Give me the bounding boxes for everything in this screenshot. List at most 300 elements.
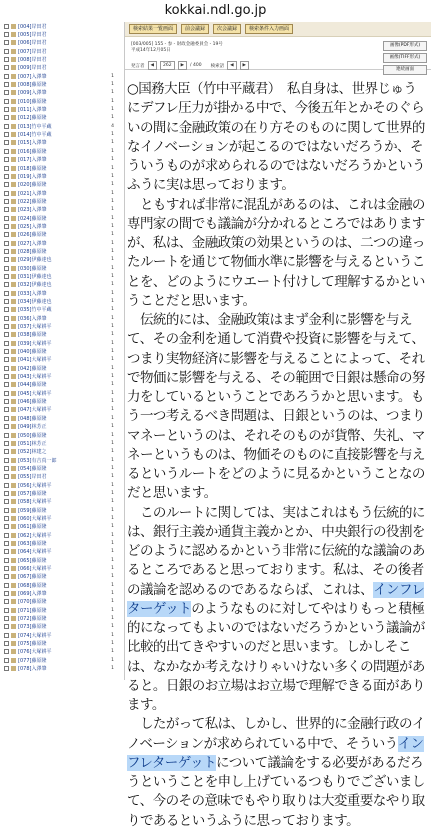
hit-count: 1 <box>111 299 114 305</box>
checkbox[interactable] <box>4 40 9 45</box>
checkbox[interactable] <box>4 199 9 204</box>
speaker-label: [075]藤原隆 <box>18 641 47 648</box>
document-icon <box>11 140 16 145</box>
hit-count: 1 <box>111 240 114 246</box>
checkbox[interactable] <box>4 616 9 621</box>
document-icon <box>11 391 16 396</box>
document-icon <box>11 57 16 62</box>
document-icon <box>11 433 16 438</box>
next-record-button[interactable]: 次会議録 <box>213 24 241 34</box>
hit-count: 1 <box>111 440 114 446</box>
speaker-list-item[interactable] <box>0 598 124 606</box>
document-icon <box>11 49 16 54</box>
hit-count: 1 <box>111 649 114 655</box>
document-icon <box>11 199 16 204</box>
search-results-button[interactable]: 検索結果一覧画面 <box>129 24 177 34</box>
checkbox[interactable] <box>4 107 9 112</box>
speaker-list-item[interactable] <box>0 614 124 622</box>
hit-count: 1 <box>111 532 114 538</box>
hit-count: 1 <box>111 82 114 88</box>
checkbox[interactable] <box>4 658 9 663</box>
speaker-list-item[interactable] <box>0 89 124 97</box>
speaker-list-item[interactable] <box>0 156 124 164</box>
speaker-label: [046]藤原隆 <box>18 399 47 406</box>
checkbox[interactable] <box>4 624 9 629</box>
hit-count: 1 <box>111 499 114 505</box>
document-icon <box>11 441 16 446</box>
checkbox[interactable] <box>4 416 9 421</box>
speaker-label: [022]藤原隆 <box>18 198 47 205</box>
speaker-list-item[interactable] <box>0 64 124 72</box>
address-bar[interactable] <box>0 0 431 22</box>
speaker-label: [076]大塚耕平 <box>18 649 52 656</box>
speaker-label: [048]藤原隆 <box>18 415 47 422</box>
document-icon <box>11 499 16 504</box>
speaker-list-item[interactable] <box>0 272 124 280</box>
speaker-list-item[interactable] <box>0 573 124 581</box>
hit-count: 1 <box>111 273 114 279</box>
hit-count: 1 <box>111 524 114 530</box>
checkbox[interactable] <box>4 549 9 554</box>
checkbox[interactable] <box>4 566 9 571</box>
checkbox[interactable] <box>4 574 9 579</box>
speech-number-input[interactable]: 262 <box>160 61 175 70</box>
prev-hit-button[interactable]: ◀ <box>227 61 236 70</box>
hit-count: 1 <box>111 657 114 663</box>
checkbox[interactable] <box>4 74 9 79</box>
document-icon <box>11 591 16 596</box>
speaker-list-item[interactable] <box>0 80 124 88</box>
speaker-label: [031]伊藤達也 <box>18 273 52 280</box>
hit-count: 1 <box>111 641 114 647</box>
document-icon <box>11 182 16 187</box>
speaker-list-item[interactable] <box>0 281 124 289</box>
speaker-list-item[interactable] <box>0 289 124 297</box>
hit-count: 1 <box>111 90 114 96</box>
speaker-label: [030]藤原隆 <box>18 265 47 272</box>
speaker-list-item[interactable] <box>0 97 124 105</box>
checkbox[interactable] <box>4 232 9 237</box>
speaker-label: [063]藤原隆 <box>18 540 47 547</box>
checkbox[interactable] <box>4 99 9 104</box>
speaker-label: [049]林芳正 <box>18 424 47 431</box>
speaker-list-item[interactable] <box>0 339 124 347</box>
prev-record-button[interactable]: 前会議録 <box>181 24 209 34</box>
hit-count: 1 <box>111 607 114 613</box>
speaker-list-item[interactable] <box>0 181 124 189</box>
speaker-list-item[interactable] <box>0 439 124 447</box>
hit-count: 1 <box>111 290 114 296</box>
speaker-list-item[interactable] <box>0 356 124 364</box>
speaker-list-item[interactable] <box>0 197 124 205</box>
document-icon <box>11 307 16 312</box>
document-icon <box>11 374 16 379</box>
checkbox[interactable] <box>4 132 9 137</box>
speaker-label: [029]伊藤達也 <box>18 257 52 264</box>
checkbox[interactable] <box>4 82 9 87</box>
document-icon <box>11 324 16 329</box>
speaker-list-item[interactable] <box>0 539 124 547</box>
speaker-list-item[interactable] <box>0 423 124 431</box>
speaker-list-pane <box>0 22 125 680</box>
checkbox[interactable] <box>4 499 9 504</box>
search-conditions-button[interactable]: 検索条件入力画面 <box>245 24 293 34</box>
checkbox[interactable] <box>4 24 9 29</box>
document-icon <box>11 407 16 412</box>
speaker-list-item[interactable] <box>0 72 124 80</box>
next-hit-button[interactable]: ▶ <box>240 61 249 70</box>
speaker-label: [054]藤原隆 <box>18 465 47 472</box>
checkbox[interactable] <box>4 382 9 387</box>
checkbox[interactable] <box>4 591 9 596</box>
speaker-label: [045]大塚耕平 <box>18 390 52 397</box>
document-icon <box>11 349 16 354</box>
checkbox[interactable] <box>4 374 9 379</box>
checkbox[interactable] <box>4 483 9 488</box>
speaker-list-item[interactable] <box>0 231 124 239</box>
speech-text-run: したがって私は、しかし、世界的に金融行政のイノベーションが求められている中で、そういう <box>127 716 425 752</box>
speaker-list-item[interactable] <box>0 114 124 122</box>
prev-speech-button[interactable]: ◀ <box>148 61 157 70</box>
speaker-list-item[interactable] <box>0 364 124 372</box>
speech-paragraph <box>127 715 427 831</box>
speaker-list-item[interactable] <box>0 47 124 55</box>
speaker-list-item[interactable] <box>0 664 124 672</box>
speech-text-run: のようなものに対してやはりもっと積極的になってもよいのではないだろうかという議論が比較的出てきやすいのだと思います。しかしそこは、なかなか考えなけりゃいけない多くの問題があると。日銀のお立場はお立場で理解できる面があります。 <box>127 600 425 713</box>
document-icon <box>11 458 16 463</box>
speech-label: 発言者 <box>131 63 145 69</box>
speaker-list-item[interactable] <box>0 189 124 197</box>
checkbox[interactable] <box>4 541 9 546</box>
hit-count: 1 <box>111 107 114 113</box>
speaker-list-item[interactable] <box>0 322 124 330</box>
document-icon <box>11 416 16 421</box>
checkbox[interactable] <box>4 57 9 62</box>
speaker-list-item[interactable] <box>0 589 124 597</box>
document-icon <box>11 249 16 254</box>
hit-count: 1 <box>111 624 114 630</box>
checkbox[interactable] <box>4 299 9 304</box>
speaker-label: [015]入澤肇 <box>18 140 47 147</box>
hit-count: 1 <box>111 140 114 146</box>
checkbox[interactable] <box>4 441 9 446</box>
speaker-list-item[interactable] <box>0 489 124 497</box>
speaker-list-item[interactable] <box>0 564 124 572</box>
checkbox[interactable] <box>4 391 9 396</box>
checkbox[interactable] <box>4 474 9 479</box>
speaker-list-item[interactable] <box>0 456 124 464</box>
hit-count: 1 <box>111 507 114 513</box>
checkbox[interactable] <box>4 32 9 37</box>
speaker-label: [032]伊藤達也 <box>18 282 52 289</box>
speaker-list-item[interactable] <box>0 147 124 155</box>
speaker-list-item[interactable] <box>0 139 124 147</box>
checkbox[interactable] <box>4 666 9 671</box>
speaker-label: [056]大塚耕平 <box>18 482 52 489</box>
document-icon <box>11 491 16 496</box>
hit-count: 1 <box>111 265 114 271</box>
speaker-list-item[interactable] <box>0 105 124 113</box>
document-icon <box>11 24 16 29</box>
checkbox[interactable] <box>4 316 9 321</box>
speaker-list-item[interactable] <box>0 297 124 305</box>
speaker-list-item[interactable] <box>0 498 124 506</box>
speaker-label: [026]藤原隆 <box>18 232 47 239</box>
document-icon <box>11 566 16 571</box>
hit-count: 1 <box>111 616 114 622</box>
speaker-list-item[interactable] <box>0 55 124 63</box>
speaker-label: [068]藤原隆 <box>18 582 47 589</box>
speaker-list-item[interactable] <box>0 656 124 664</box>
checkbox[interactable] <box>4 641 9 646</box>
checkbox[interactable] <box>4 332 9 337</box>
document-icon <box>11 257 16 262</box>
checkbox[interactable] <box>4 649 9 654</box>
checkbox[interactable] <box>4 433 9 438</box>
speaker-list-item[interactable] <box>0 448 124 456</box>
checkbox[interactable] <box>4 216 9 221</box>
speaker-list-item[interactable] <box>0 239 124 247</box>
speaker-label: [055]岸田君 <box>18 474 47 481</box>
speaker-list-item[interactable] <box>0 481 124 489</box>
checkbox[interactable] <box>4 424 9 429</box>
speaker-list-item[interactable] <box>0 172 124 180</box>
hit-count: 1 <box>111 465 114 471</box>
document-icon <box>11 649 16 654</box>
speaker-label: [009]岸田君 <box>18 65 47 72</box>
checkbox[interactable] <box>4 357 9 362</box>
document-icon <box>11 299 16 304</box>
hit-count: 1 <box>111 357 114 363</box>
speaker-label: [077]藤原隆 <box>18 657 47 664</box>
speaker-label: [070]藤原隆 <box>18 599 47 606</box>
speaker-list-item[interactable] <box>0 381 124 389</box>
speaker-list-item[interactable] <box>0 639 124 647</box>
checkbox[interactable] <box>4 241 9 246</box>
speaker-list-item[interactable] <box>0 414 124 422</box>
document-icon <box>11 399 16 404</box>
speaker-list-item[interactable] <box>0 556 124 564</box>
checkbox[interactable] <box>4 166 9 171</box>
checkbox[interactable] <box>4 274 9 279</box>
speaker-list-item[interactable] <box>0 523 124 531</box>
checkbox[interactable] <box>4 174 9 179</box>
checkbox[interactable] <box>4 266 9 271</box>
hit-count: 1 <box>111 307 114 313</box>
checkbox[interactable] <box>4 257 9 262</box>
speaker-list-item[interactable] <box>0 306 124 314</box>
document-icon <box>11 558 16 563</box>
checkbox[interactable] <box>4 608 9 613</box>
speaker-list-item[interactable] <box>0 39 124 47</box>
toolbar <box>125 22 431 37</box>
checkbox[interactable] <box>4 399 9 404</box>
speaker-label: [039]大塚耕平 <box>18 340 52 347</box>
speaker-list-item[interactable] <box>0 397 124 405</box>
tiff-image-button[interactable]: 画像(TIFF形式) <box>383 53 427 63</box>
document-icon <box>11 274 16 279</box>
checkbox[interactable] <box>4 291 9 296</box>
checkbox[interactable] <box>4 533 9 538</box>
speaker-label: [016]藤原隆 <box>18 148 47 155</box>
hit-count: 1 <box>111 549 114 555</box>
speaker-list-item[interactable] <box>0 431 124 439</box>
checkbox[interactable] <box>4 249 9 254</box>
continuous-view-button[interactable]: 連続画面 <box>383 65 427 75</box>
speaker-list-item[interactable] <box>0 347 124 355</box>
pdf-image-button[interactable]: 画像(PDF形式) <box>383 41 427 51</box>
hit-count: 1 <box>111 557 114 563</box>
speaker-list-item[interactable] <box>0 606 124 614</box>
document-icon <box>11 583 16 588</box>
speaker-list-item[interactable] <box>0 506 124 514</box>
document-icon <box>11 40 16 45</box>
speaker-label: [067]藤原隆 <box>18 574 47 581</box>
speech-total: / 400 <box>190 63 202 68</box>
checkbox[interactable] <box>4 324 9 329</box>
checkbox[interactable] <box>4 633 9 638</box>
hit-count: 1 <box>111 257 114 263</box>
speaker-label: [017]入澤肇 <box>18 157 47 164</box>
hit-count: 1 <box>111 599 114 605</box>
checkbox[interactable] <box>4 524 9 529</box>
checkbox[interactable] <box>4 516 9 521</box>
next-speech-button[interactable]: ▶ <box>178 61 187 70</box>
hit-count: 1 <box>111 182 114 188</box>
hit-count: 1 <box>111 382 114 388</box>
speaker-label: [020]藤原隆 <box>18 182 47 189</box>
checkbox[interactable] <box>4 65 9 70</box>
speaker-list-item[interactable] <box>0 30 124 38</box>
checkbox[interactable] <box>4 558 9 563</box>
checkbox[interactable] <box>4 407 9 412</box>
speaker-label: [069]入澤肇 <box>18 591 47 598</box>
hit-count: 1 <box>111 215 114 221</box>
checkbox[interactable] <box>4 49 9 54</box>
document-icon <box>11 466 16 471</box>
document-icon <box>11 266 16 271</box>
speaker-label: [071]藤原隆 <box>18 607 47 614</box>
document-icon <box>11 641 16 646</box>
document-icon <box>11 174 16 179</box>
speaker-list-item[interactable] <box>0 406 124 414</box>
hit-count: 1 <box>111 457 114 463</box>
speaker-list-item[interactable] <box>0 473 124 481</box>
speaker-label: [073]藤原隆 <box>18 624 47 631</box>
meeting-date: 平成14年12月05日 <box>131 48 171 53</box>
speaker-list-item[interactable] <box>0 464 124 472</box>
document-icon <box>11 157 16 162</box>
document-icon <box>11 207 16 212</box>
speaker-list-item[interactable] <box>0 514 124 522</box>
hit-count: 1 <box>111 190 114 196</box>
checkbox[interactable] <box>4 124 9 129</box>
speaker-list-item[interactable] <box>0 164 124 172</box>
checkbox[interactable] <box>4 458 9 463</box>
checkbox[interactable] <box>4 466 9 471</box>
speaker-label: [038]藤原隆 <box>18 332 47 339</box>
hit-count: 1 <box>111 324 114 330</box>
speaker-list-item[interactable] <box>0 222 124 230</box>
checkbox[interactable] <box>4 207 9 212</box>
checkbox[interactable] <box>4 366 9 371</box>
document-icon <box>11 524 16 529</box>
speech-paragraph: ともすれば非常に混乱があるのは、これは金融の専門家の間でも議論が分かれるところではありますが、私は、金融政策の効果というのは、二つの違ったルートを通じて物価水準に影響を与えるということを、どのようにウエート付けして理解するかということだと思います。 <box>127 196 425 309</box>
checkbox[interactable] <box>4 149 9 154</box>
hit-count: 1 <box>111 332 114 338</box>
speaker-list-item[interactable] <box>0 331 124 339</box>
hit-count: 1 <box>111 315 114 321</box>
hit-count: 1 <box>111 540 114 546</box>
checkbox[interactable] <box>4 140 9 145</box>
speaker-label: [037]大塚耕平 <box>18 324 52 331</box>
hit-count: 1 <box>111 132 114 138</box>
speaker-label: [013]竹中平蔵 <box>18 123 52 130</box>
speaker-list-item[interactable] <box>0 648 124 656</box>
speaker-list-item[interactable] <box>0 623 124 631</box>
speaker-list-item[interactable] <box>0 631 124 639</box>
speaker-label: [006]岸田君 <box>18 40 47 47</box>
checkbox[interactable] <box>4 182 9 187</box>
checkbox[interactable] <box>4 583 9 588</box>
speaker-list-item[interactable] <box>0 314 124 322</box>
speaker-label: [062]大塚耕平 <box>18 532 52 539</box>
hit-count: 1 <box>111 282 114 288</box>
document-icon <box>11 282 16 287</box>
speech-paragraph <box>127 504 427 716</box>
hit-count: 1 <box>111 490 114 496</box>
document-icon <box>11 483 16 488</box>
checkbox[interactable] <box>4 115 9 120</box>
checkbox[interactable] <box>4 307 9 312</box>
speaker-list-item[interactable] <box>0 206 124 214</box>
speaker-list-item[interactable] <box>0 581 124 589</box>
speaker-list-item[interactable] <box>0 531 124 539</box>
checkbox[interactable] <box>4 508 9 513</box>
checkbox[interactable] <box>4 449 9 454</box>
document-icon <box>11 424 16 429</box>
speaker-list-item[interactable] <box>0 130 124 138</box>
checkbox[interactable] <box>4 90 9 95</box>
checkbox[interactable] <box>4 224 9 229</box>
checkbox[interactable] <box>4 282 9 287</box>
speaker-list-item[interactable] <box>0 122 124 130</box>
speaker-list-item[interactable] <box>0 389 124 397</box>
checkbox[interactable] <box>4 349 9 354</box>
checkbox[interactable] <box>4 157 9 162</box>
speaker-list-item[interactable] <box>0 372 124 380</box>
checkbox[interactable] <box>4 491 9 496</box>
document-icon <box>11 316 16 321</box>
speaker-label: [021]入澤肇 <box>18 190 47 197</box>
speaker-label: [057]藤原隆 <box>18 490 47 497</box>
checkbox[interactable] <box>4 191 9 196</box>
speaker-list-item[interactable] <box>0 256 124 264</box>
speaker-list-item[interactable] <box>0 264 124 272</box>
speaker-list-item[interactable] <box>0 548 124 556</box>
checkbox[interactable] <box>4 599 9 604</box>
speech-paragraph: ○国務大臣（竹中平蔵君） 私自身は、世界じゅうにデフレ圧力が掛かる中で、今後五年とかそのぐらいの間に金融政策の在り方そのものに関して世界的なイノベーションが起こるのではないだろうか、そういうものが求められるのではないだろうかというふうに実は思っております。 <box>127 81 425 194</box>
hit-count: 1 <box>111 165 114 171</box>
speech-text <box>127 80 427 831</box>
checkbox[interactable] <box>4 341 9 346</box>
speaker-list-item[interactable] <box>0 214 124 222</box>
speaker-label: [043]大塚耕平 <box>18 374 52 381</box>
speech-text-run: について議論をする必要があるだろうということを申し上げているつもりでございまして、今のその意味でもやり取りは大変重要なやり取りであるというふうに思っております。 <box>127 754 425 829</box>
speaker-list-item[interactable] <box>0 247 124 255</box>
hit-count: 1 <box>111 449 114 455</box>
speaker-list-item[interactable] <box>0 22 124 30</box>
